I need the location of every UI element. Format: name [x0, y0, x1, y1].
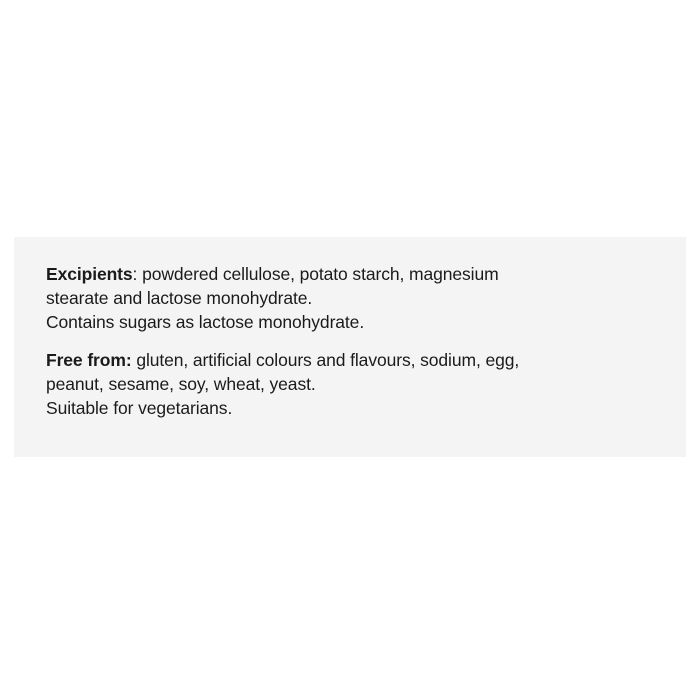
free-from-paragraph	[46, 349, 654, 397]
free-from-text-line-1: gluten, artificial colours and flavours, sodium, egg,	[136, 350, 520, 371]
suitable-for-text-line-1: Suitable for vegetarians.	[46, 397, 233, 418]
free-from-label: Free from:	[46, 350, 132, 371]
excipients-text-line-1: powdered cellulose, potato starch, magnesium	[142, 264, 499, 284]
excipients-label-suffix: :	[132, 264, 143, 284]
excipients-text-line-2: stearate and lactose monohydrate.	[46, 287, 313, 308]
excipients-label: Excipients	[46, 264, 133, 284]
contains-sugars-paragraph	[46, 311, 654, 335]
free-from-text-line-2: peanut, sesame, soy, wheat, yeast.	[46, 374, 316, 395]
suitable-for-paragraph	[46, 397, 654, 421]
excipients-paragraph	[46, 263, 654, 311]
contains-sugars-text-line-1: Contains sugars as lactose monohydrate.	[46, 311, 365, 332]
ingredients-info-panel	[14, 237, 686, 457]
